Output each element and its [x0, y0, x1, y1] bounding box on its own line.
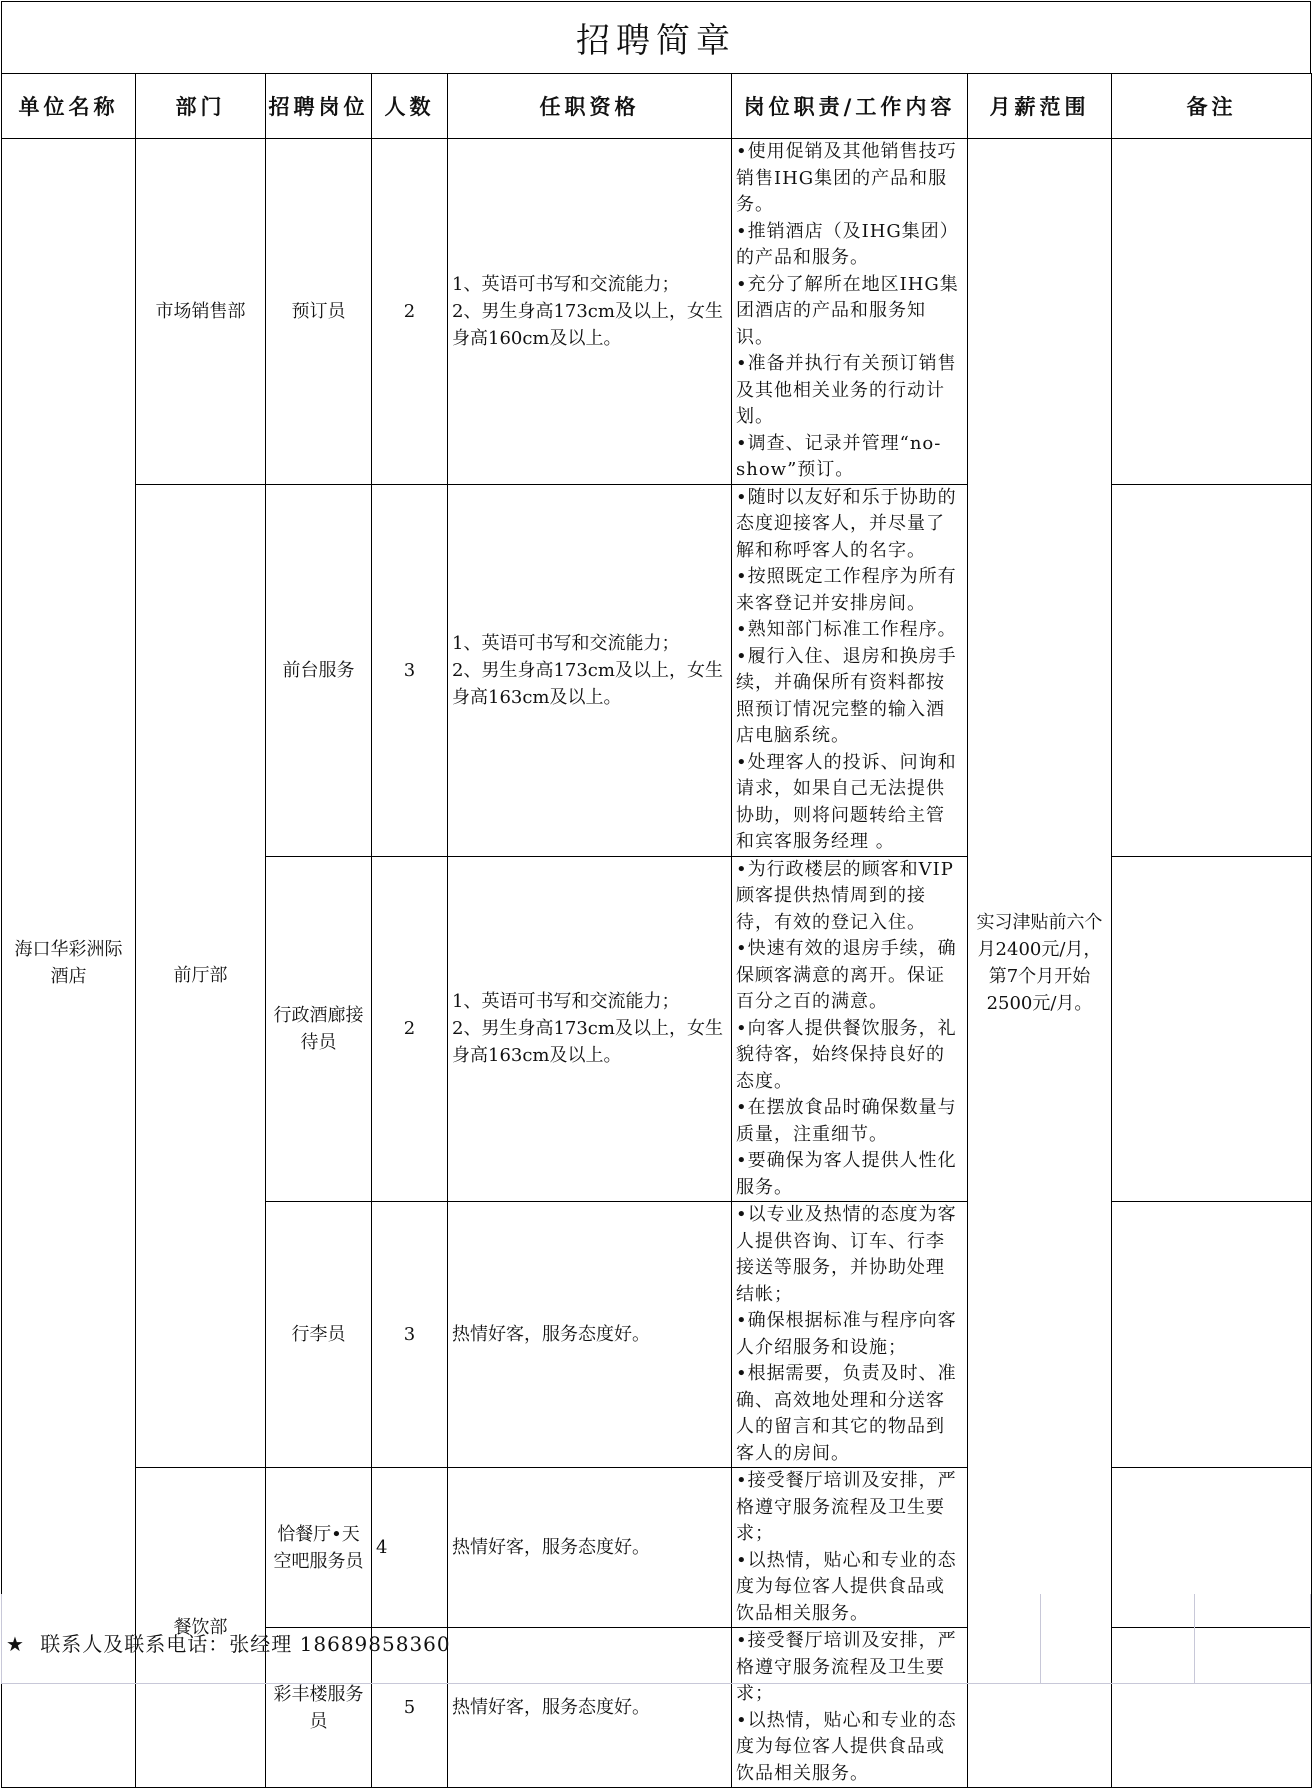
- contact-line: [6, 1628, 451, 1657]
- duty-item: •为行政楼层的顾客和VIP顾客提供热情周到的接待，有效的登记入住。: [736, 858, 954, 933]
- duty-item: •处理客人的投诉、问询和请求，如果自己无法提供协助，则将问题转给主管和宾客服务经理 。: [736, 751, 957, 852]
- gridline: [1040, 1594, 1041, 1683]
- duties-cell: [732, 484, 968, 856]
- position-cell: 彩丰楼服务员: [266, 1628, 372, 1788]
- salary-cell: 实习津贴前六个月2400元/月，第7个月开始2500元/月。: [968, 139, 1112, 1788]
- duty-item: •准备并执行有关预订销售及其他相关业务的行动计划。: [736, 353, 957, 427]
- duty-item: •向客人提供餐饮服务，礼貌待客，始终保持良好的态度。: [736, 1017, 957, 1092]
- qualification-cell: [448, 484, 732, 856]
- header-remarks: 备注: [1112, 74, 1312, 139]
- position-cell: 行政酒廊接待员: [266, 856, 372, 1202]
- remarks-cell: [1112, 139, 1312, 485]
- page-title: 招聘简章: [1, 1, 1311, 73]
- department-cell: 市场销售部: [136, 139, 266, 485]
- duty-item: •履行入住、退房和换房手续，并确保所有资料都按照预订情况完整的输入酒店电脑系统。: [736, 645, 957, 746]
- position-cell: 恰餐厅•天空吧服务员: [266, 1468, 372, 1628]
- qualification-line: 热情好客，服务态度好。: [452, 1324, 650, 1345]
- position-cell: 前台服务: [266, 484, 372, 856]
- duty-item: •推销酒店（及IHG集团）的产品和服务。: [736, 220, 959, 268]
- duty-item: •快速有效的退房手续，确保顾客满意的离开。保证百分之百的满意。: [736, 938, 957, 1012]
- duty-item: •以热情，贴心和专业的态度为每位客人提供食品或饮品相关服务。: [736, 1709, 957, 1784]
- duty-item: •充分了解所在地区IHG集团酒店的产品和服务知识。: [736, 273, 959, 348]
- count-cell: 3: [372, 484, 448, 856]
- qualification-cell: [448, 856, 732, 1202]
- star-icon: ★: [6, 1632, 25, 1656]
- duty-item: •在摆放食品时确保数量与质量，注重细节。: [736, 1097, 957, 1145]
- qualification-line: 热情好客，服务态度好。: [452, 1537, 650, 1558]
- count-cell: 2: [372, 139, 448, 485]
- duty-item: •确保根据标准与程序向客人介绍服务和设施；: [736, 1310, 957, 1358]
- recruitment-table: [1, 73, 1312, 1788]
- company-cell: 海口华彩洲际酒店: [2, 139, 136, 1788]
- duty-item: •调查、记录并管理“no-show”预订。: [736, 432, 942, 480]
- qualification-line: 1、英语可书写和交流能力；: [452, 991, 680, 1013]
- count-cell: 4: [372, 1468, 448, 1628]
- duties-cell: [732, 139, 968, 485]
- position-cell: 行李员: [266, 1202, 372, 1468]
- header-company: 单位名称: [2, 74, 136, 139]
- gridline: [1310, 1594, 1311, 1683]
- table-row: [2, 139, 1312, 485]
- gridline: [1194, 1594, 1195, 1683]
- duty-item: •以热情，贴心和专业的态度为每位客人提供食品或饮品相关服务。: [736, 1549, 957, 1624]
- header-salary: 月薪范围: [968, 74, 1112, 139]
- duty-item: •随时以友好和乐于协助的态度迎接客人，并尽量了解和称呼客人的名字。: [736, 486, 957, 561]
- duty-item: •熟知部门标准工作程序。: [736, 619, 957, 640]
- header-count: 人数: [372, 74, 448, 139]
- duty-item: •使用促销及其他销售技巧销售IHG集团的产品和服务。: [736, 141, 957, 215]
- remarks-cell: [1112, 856, 1312, 1202]
- header-qualification: 任职资格: [448, 74, 732, 139]
- qualification-cell: [448, 1202, 732, 1468]
- count-cell: 5: [372, 1628, 448, 1788]
- header-duties: 岗位职责/工作内容: [732, 74, 968, 139]
- duty-item: •接受餐厅培训及安排，严格遵守服务流程及卫生要求；: [736, 1630, 957, 1704]
- qualification-line: 1、英语可书写和交流能力；: [452, 273, 680, 295]
- count-cell: 3: [372, 1202, 448, 1468]
- position-cell: 预订员: [266, 139, 372, 485]
- header-row: [2, 74, 1312, 139]
- header-position: 招聘岗位: [266, 74, 372, 139]
- duties-cell: [732, 856, 968, 1202]
- department-cell: 前厅部: [136, 484, 266, 1468]
- qualification-line: 2、男生身高173cm及以上，女生身高163cm及以上。: [452, 1018, 723, 1067]
- header-department: 部门: [136, 74, 266, 139]
- duty-item: •接受餐厅培训及安排，严格遵守服务流程及卫生要求；: [736, 1470, 957, 1544]
- qualification-line: 热情好客，服务态度好。: [452, 1697, 650, 1718]
- count-cell: 2: [372, 856, 448, 1202]
- qualification-line: 2、男生身高173cm及以上，女生身高163cm及以上。: [452, 659, 723, 708]
- contact-text: 联系人及联系电话：张经理 18689858360: [40, 1632, 451, 1656]
- duty-item: •要确保为客人提供人性化服务。: [736, 1150, 957, 1198]
- qualification-line: 2、男生身高173cm及以上，女生身高160cm及以上。: [452, 300, 723, 349]
- table-row: [2, 484, 1312, 856]
- remarks-cell: [1112, 1202, 1312, 1468]
- department-cell: 餐饮部: [136, 1468, 266, 1788]
- remarks-cell: [1112, 484, 1312, 856]
- duties-cell: [732, 1202, 968, 1468]
- qualification-cell: [448, 139, 732, 485]
- qualification-line: 1、英语可书写和交流能力；: [452, 632, 680, 654]
- duty-item: •根据需要，负责及时、准确、高效地处理和分送客人的留言和其它的物品到客人的房间。: [736, 1363, 957, 1464]
- duty-item: •按照既定工作程序为所有来客登记并安排房间。: [736, 566, 957, 614]
- duty-item: •以专业及热情的态度为客人提供咨询、订车、行李接送等服务，并协助处理结帐；: [736, 1204, 957, 1305]
